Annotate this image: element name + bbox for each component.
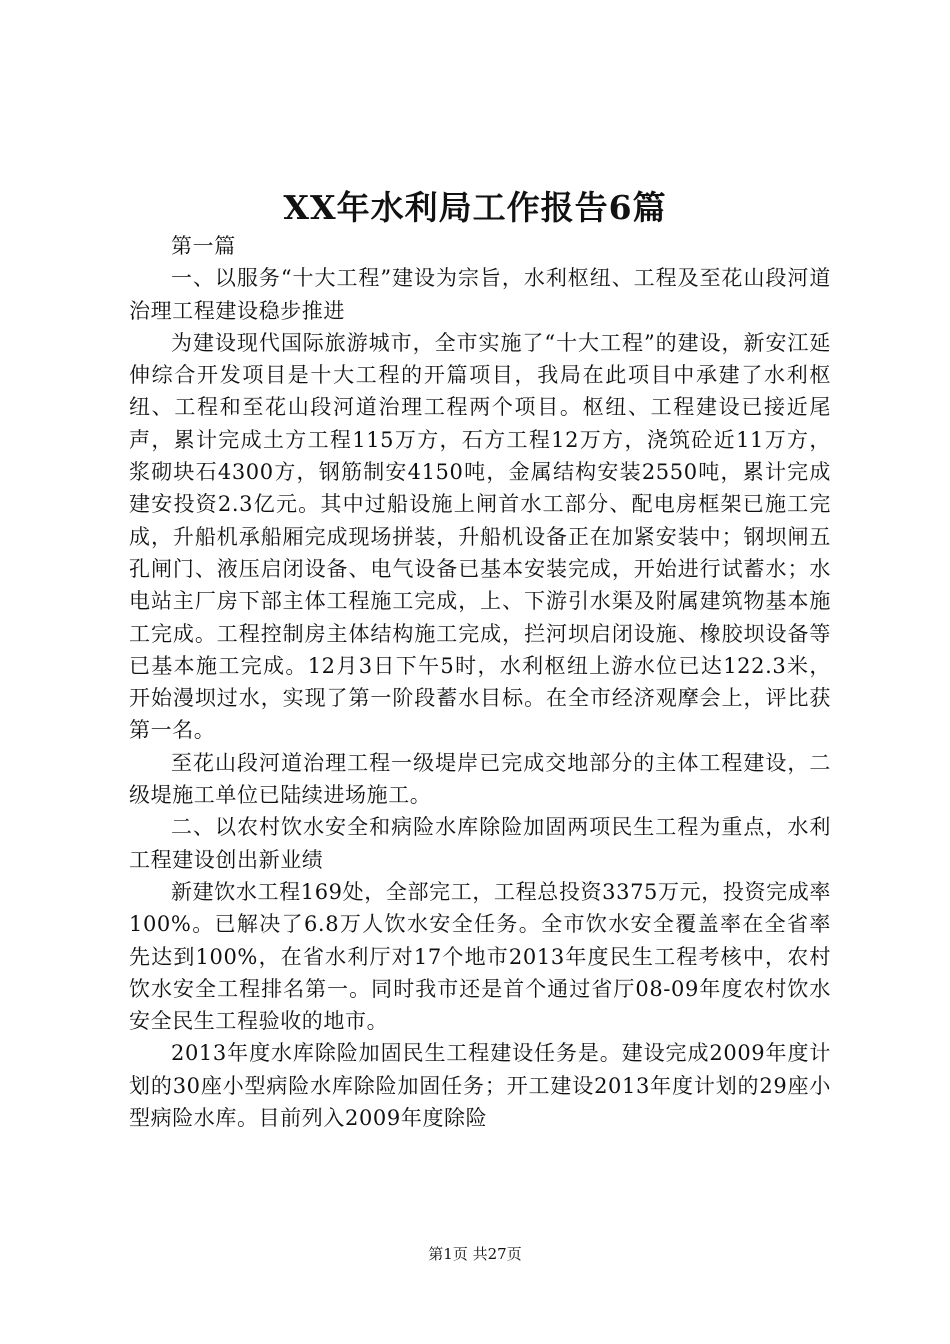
paragraph: 为建设现代国际旅游城市，全市实施了“十大工程”的建设，新安江延伸综合开发项目是十大工程的开篇项目，我局在此项目中承建了水利枢纽、工程和至花山段河道治理工程两个项目。枢纽、工程建设已接近尾声，累计完成土方工程115万方，石方工程12万方，浇筑砼近11万方，浆砌块石4300方，钢筋制安4150吨，金属结构安装2550吨，累计完成建安投资2.3亿元。其中过船设施上闸首水工部分、配电房框架已施工完成，升船机承船厢完成现场拼装，升船机设备正在加紧安装中；钢坝闸五孔闸门、液压启闭设备、电气设备已基本安装完成，开始进行试蓄水；水电站主厂房下部主体工程施工完成，上、下游引水渠及附属建筑物基本施工完成。工程控制房主体结构施工完成，拦河坝启闭设施、橡胶坝设备等已基本施工完成。12月3日下午5时，水利枢纽上游水位已达122.3米，开始漫坝过水，实现了第一阶段蓄水目标。在全市经济观摩会上，评比获第一名。 <box>129 330 831 743</box>
paragraph-heading-1: 一、以服务“十大工程”建设为宗旨，水利枢纽、工程及至花山段河道治理工程建设稳步推进 <box>129 266 831 323</box>
document-title: XX年水利局工作报告6篇 <box>283 188 667 227</box>
paragraph: 新建饮水工程169处，全部完工，工程总投资3375万元，投资完成率100%。已解决了6.8万人饮水安全任务。全市饮水安全覆盖率在全省率先达到100%，在省水利厅对17个地市2013年度民生工程考核中，农村饮水安全工程排名第一。同时我市还是首个通过省厅08-09年度农村饮水安全民生工程验收的地市。 <box>129 879 831 1034</box>
paragraph: 至花山段河道治理工程一级堤岸已完成交地部分的主体工程建设，二级堤施工单位已陆续进场施工。 <box>129 750 831 808</box>
document-body <box>129 230 831 1134</box>
paragraph: 2013年度水库除险加固民生工程建设任务是。建设完成2009年度计划的30座小型病险水库除险加固任务；开工建设2013年度计划的29座小型病险水库。目前列入2009年度除险 <box>129 1041 831 1131</box>
section-heading: 第一篇 <box>171 234 236 258</box>
paragraph-heading-2: 二、以农村饮水安全和病险水库除险加固两项民生工程为重点，水利工程建设创出新业绩 <box>129 815 831 872</box>
page-footer: 第1页 共27页 <box>428 1245 522 1263</box>
